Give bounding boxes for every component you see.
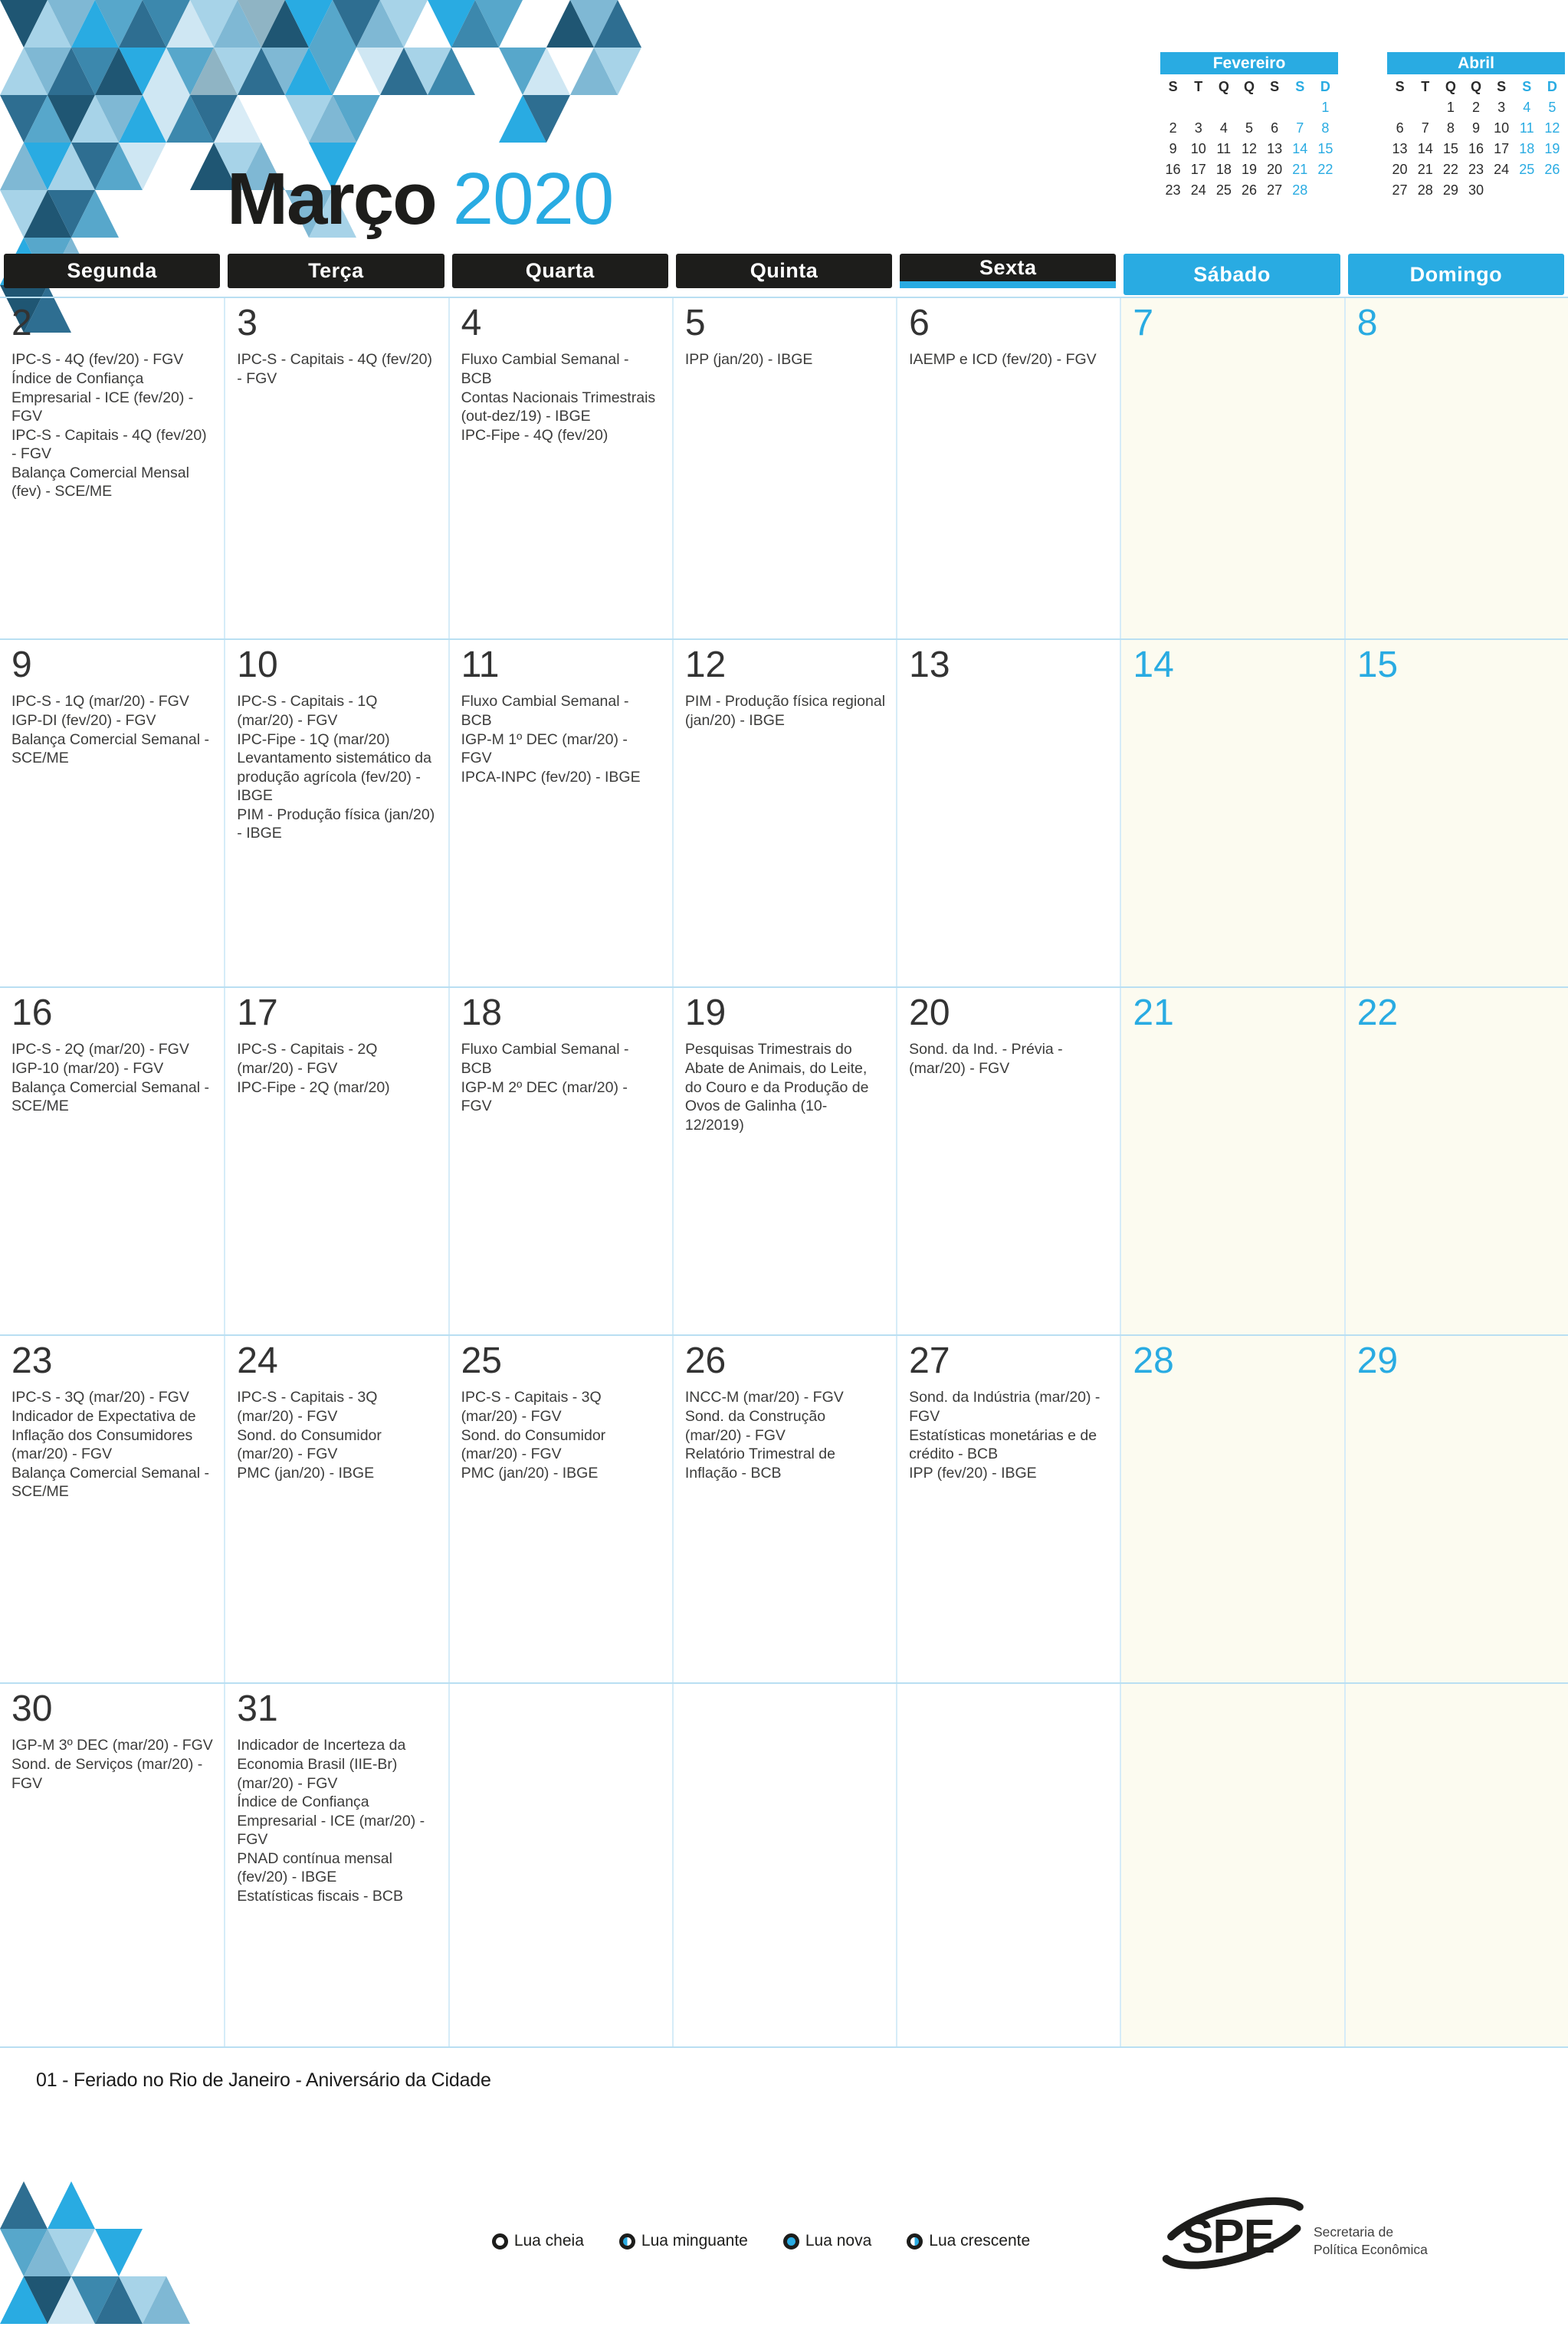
- date-number: [461, 1690, 663, 1728]
- moon-waxing-icon: [907, 2233, 923, 2250]
- week-row-1: [0, 297, 1568, 638]
- mini-day: 10: [1190, 141, 1206, 156]
- mini-day: 23: [1165, 182, 1181, 198]
- mini-day-header: T: [1194, 79, 1203, 94]
- weekday-header-segunda: Segunda: [4, 254, 220, 288]
- event-item: Balança Comercial Mensal (fev) - SCE/ME: [11, 464, 189, 500]
- day-cell-18: [448, 988, 672, 1334]
- event-item: PIM - Produção física (jan/20) - IBGE: [237, 806, 435, 842]
- week-row-2: [0, 638, 1568, 986]
- day-cell-27: [896, 1336, 1120, 1682]
- event-item: IGP-M 2º DEC (mar/20) - FGV: [461, 1078, 628, 1115]
- mini-day-header: D: [1320, 79, 1330, 94]
- event-item: IPC-S - 1Q (mar/20) - FGV: [11, 693, 189, 710]
- mini-day-header: D: [1547, 79, 1557, 94]
- event-list: [11, 1388, 215, 1501]
- event-item: IGP-M 3º DEC (mar/20) - FGV: [11, 1737, 213, 1754]
- date-number: 29: [1356, 1341, 1399, 1381]
- mini-day: 3: [1497, 100, 1506, 115]
- mini-day: 5: [1548, 100, 1557, 115]
- mini-day: 17: [1190, 162, 1206, 177]
- event-list: [461, 1040, 663, 1115]
- empty-day-cell: [1120, 1684, 1343, 2046]
- date-number: 22: [1356, 993, 1399, 1033]
- mini-day: 28: [1417, 182, 1433, 198]
- day-cell-21: [1120, 988, 1343, 1334]
- event-item: Balança Comercial Semanal - SCE/ME: [11, 1464, 209, 1501]
- date-number: 12: [684, 645, 727, 685]
- spe-org-line1: Secretaria de: [1314, 2224, 1394, 2240]
- weekday-header-sexta: Sexta: [900, 254, 1116, 288]
- moon-new-icon: [783, 2233, 799, 2250]
- event-item: IPC-S - Capitais - 4Q (fev/20) - FGV: [11, 426, 207, 463]
- date-number: 13: [909, 645, 950, 685]
- mini-day: 15: [1317, 141, 1333, 156]
- empty-day-cell: [448, 1684, 672, 2046]
- event-list: [461, 1388, 663, 1482]
- event-item: Estatísticas monetárias e de crédito - BCB: [909, 1426, 1097, 1463]
- mini-day: 27: [1392, 182, 1408, 198]
- event-item: IPC-Fipe - 1Q (mar/20): [237, 730, 390, 748]
- mini-day: [1160, 97, 1186, 118]
- mini-day: 6: [1271, 120, 1279, 136]
- moon-legend-item-new: [783, 2232, 871, 2250]
- mini-day: [1313, 180, 1338, 201]
- moon-legend-item-waxing: [907, 2232, 1030, 2250]
- event-list: [237, 1736, 438, 1905]
- mini-day: 29: [1442, 182, 1458, 198]
- event-item: Sond. de Serviços (mar/20) - FGV: [11, 1755, 203, 1792]
- mini-calendar-abril: [1387, 52, 1565, 201]
- event-item: PMC (jan/20) - IBGE: [461, 1464, 599, 1482]
- mini-day: 9: [1169, 141, 1177, 156]
- mini-day: 5: [1245, 120, 1253, 136]
- mini-day: 8: [1446, 120, 1455, 136]
- day-cell-8: [1344, 298, 1568, 638]
- event-item: IAEMP e ICD (fev/20) - FGV: [909, 351, 1097, 369]
- day-cell-15: [1344, 640, 1568, 986]
- mini-day: 21: [1292, 162, 1308, 177]
- event-item: Estatísticas fiscais - BCB: [237, 1887, 403, 1905]
- mini-day: 11: [1519, 120, 1534, 136]
- mini-day: 18: [1215, 162, 1232, 177]
- date-number: 28: [1133, 1341, 1174, 1381]
- event-item: Sond. do Consumidor (mar/20) - FGV: [461, 1426, 606, 1463]
- event-item: IPP (jan/20) - IBGE: [684, 351, 813, 369]
- date-number: 20: [909, 993, 950, 1033]
- day-cell-23: [0, 1336, 224, 1682]
- event-item: IGP-10 (mar/20) - FGV: [11, 1059, 164, 1077]
- mini-day: 30: [1468, 182, 1484, 198]
- mini-day: 10: [1494, 120, 1510, 136]
- event-list: [685, 692, 887, 730]
- spe-org-name: [1314, 2223, 1428, 2259]
- date-number: 11: [461, 645, 500, 685]
- event-list: [685, 350, 887, 369]
- spe-acronym: SPE: [1182, 2210, 1275, 2263]
- day-cell-30: [0, 1684, 224, 2046]
- day-cell-5: [672, 298, 896, 638]
- event-item: IPC-S - Capitais - 3Q (mar/20) - FGV: [237, 1389, 378, 1425]
- event-item: IPC-S - 3Q (mar/20) - FGV: [11, 1389, 189, 1406]
- event-item: Indicador de Incerteza da Economia Brasil (IIE-Br) (mar/20) - FGV: [237, 1737, 406, 1792]
- mini-day: 11: [1216, 141, 1232, 156]
- day-cell-25: [448, 1336, 672, 1682]
- event-item: IPC-S - Capitais - 3Q (mar/20) - FGV: [461, 1389, 602, 1425]
- mini-day: 27: [1267, 182, 1283, 198]
- spe-org-line2: Política Econômica: [1314, 2242, 1428, 2258]
- event-item: IPC-S - 4Q (fev/20) - FGV: [11, 351, 184, 369]
- moon-legend-label: Lua cheia: [513, 2232, 584, 2250]
- mini-day: 4: [1523, 100, 1531, 115]
- event-item: Balança Comercial Semanal - SCE/ME: [11, 730, 209, 767]
- event-item: Contas Nacionais Trimestrais (out-dez/19) - IBGE: [461, 389, 656, 425]
- event-list: [685, 1388, 887, 1482]
- event-list: [237, 350, 438, 388]
- event-item: IPC-S - 2Q (mar/20) - FGV: [11, 1041, 189, 1058]
- mini-day-header: Q: [1470, 79, 1481, 94]
- event-item: PMC (jan/20) - IBGE: [237, 1464, 375, 1482]
- date-number: 6: [909, 303, 930, 343]
- weekday-header: [0, 254, 1568, 297]
- mini-day: 16: [1468, 141, 1484, 156]
- weekday-header-quarta: Quarta: [452, 254, 668, 288]
- mini-day: 16: [1165, 162, 1181, 177]
- mini-calendar-grid: [1387, 77, 1565, 201]
- date-number: 9: [11, 645, 32, 685]
- mini-day: 24: [1494, 162, 1510, 177]
- triangle: [0, 2181, 48, 2229]
- mini-day: [1489, 180, 1514, 201]
- mini-day: 14: [1417, 141, 1433, 156]
- date-number: 30: [11, 1688, 53, 1729]
- day-cell-6: [896, 298, 1120, 638]
- mini-day: 24: [1190, 182, 1206, 198]
- date-number: [1357, 1690, 1559, 1728]
- mini-day: 8: [1321, 120, 1330, 136]
- mini-day: [1387, 97, 1412, 118]
- mini-day: 23: [1468, 162, 1484, 177]
- mini-day-header: Q: [1445, 79, 1456, 94]
- mini-day: 13: [1392, 141, 1408, 156]
- event-list: [685, 1040, 887, 1134]
- mini-day: 14: [1292, 141, 1308, 156]
- weekday-header-domingo: Domingo: [1348, 254, 1564, 295]
- page-title: [227, 158, 614, 240]
- mini-day: 15: [1442, 141, 1458, 156]
- date-number: 14: [1133, 645, 1174, 685]
- event-list: [11, 1040, 215, 1115]
- event-item: IPC-S - Capitais - 4Q (fev/20) - FGV: [237, 351, 432, 387]
- triangle-mosaic-bottom: [0, 2181, 230, 2330]
- event-item: IPC-S - Capitais - 1Q (mar/20) - FGV: [237, 693, 378, 729]
- day-cell-29: [1344, 1336, 1568, 1682]
- mini-day: [1236, 97, 1261, 118]
- mini-calendar-title: Abril: [1387, 52, 1565, 74]
- mini-day-header: S: [1497, 79, 1507, 94]
- triangle: [48, 2181, 95, 2229]
- date-number: 3: [237, 303, 258, 343]
- date-number: 24: [237, 1341, 278, 1381]
- mini-day-header: Q: [1243, 79, 1255, 94]
- event-item: PIM - Produção física regional (jan/20) - IBGE: [684, 693, 886, 729]
- title-month: Março: [227, 158, 436, 240]
- day-cell-10: [224, 640, 448, 986]
- event-item: Fluxo Cambial Semanal - BCB: [461, 693, 629, 729]
- mini-calendar-grid: [1160, 77, 1338, 201]
- event-item: Pesquisas Trimestrais do Abate de Animais, do Leite, do Couro e da Produção de Ovos de Galinha (10-12/2019): [684, 1041, 869, 1134]
- date-number: 10: [237, 645, 278, 685]
- event-item: Fluxo Cambial Semanal - BCB: [461, 1041, 629, 1077]
- mini-day: 26: [1544, 162, 1560, 177]
- mini-day: 2: [1169, 120, 1177, 136]
- mini-day: 25: [1215, 182, 1232, 198]
- week-row-3: [0, 986, 1568, 1334]
- mini-day: 19: [1241, 162, 1257, 177]
- date-number: 8: [1356, 303, 1378, 343]
- date-number: 31: [237, 1688, 278, 1729]
- day-cell-3: [224, 298, 448, 638]
- event-item: Levantamento sistemático da produção agrícola (fev/20) - IBGE: [237, 750, 431, 805]
- day-cell-24: [224, 1336, 448, 1682]
- date-number: [909, 1690, 1110, 1728]
- mini-day: [1262, 97, 1288, 118]
- event-list: [461, 692, 663, 786]
- mini-day: 22: [1442, 162, 1458, 177]
- mini-day-header: S: [1395, 79, 1405, 94]
- moon-legend-label: Lua crescente: [929, 2232, 1031, 2250]
- event-item: Indicador de Expectativa de Inflação dos Consumidores (mar/20) - FGV: [11, 1407, 196, 1463]
- date-number: 21: [1133, 993, 1174, 1033]
- date-number: 27: [909, 1341, 950, 1381]
- spe-logo: [1156, 2186, 1318, 2282]
- mini-day: 7: [1421, 120, 1429, 136]
- day-cell-11: [448, 640, 672, 986]
- date-number: 26: [684, 1341, 727, 1381]
- holiday-footnote: 01 - Feriado no Rio de Janeiro - Aniversário da Cidade: [36, 2069, 491, 2091]
- mini-calendar-fevereiro: [1160, 52, 1338, 201]
- mini-day: 25: [1519, 162, 1535, 177]
- empty-day-cell: [896, 1684, 1120, 2046]
- event-item: IGP-DI (fev/20) - FGV: [11, 711, 156, 729]
- mini-day-header: S: [1270, 79, 1280, 94]
- mini-day: 4: [1219, 120, 1228, 136]
- event-item: Sond. da Indústria (mar/20) - FGV: [909, 1389, 1101, 1425]
- mini-day: 19: [1544, 141, 1560, 156]
- event-list: [909, 1040, 1110, 1078]
- event-item: IGP-M 1º DEC (mar/20) - FGV: [461, 730, 628, 767]
- mini-day: 6: [1396, 120, 1404, 136]
- weekday-header-quinta: Quinta: [676, 254, 892, 288]
- mini-day: [1186, 97, 1211, 118]
- event-item: Balança Comercial Semanal - SCE/ME: [11, 1078, 209, 1115]
- date-number: [685, 1690, 887, 1728]
- event-item: IPP (fev/20) - IBGE: [909, 1464, 1037, 1482]
- event-item: Fluxo Cambial Semanal - BCB: [461, 351, 629, 387]
- day-cell-28: [1120, 1336, 1343, 1682]
- mini-day-header: T: [1421, 79, 1430, 94]
- mini-calendars: [1160, 52, 1565, 201]
- week-row-4: [0, 1334, 1568, 1682]
- mini-day: 1: [1446, 100, 1455, 115]
- event-list: [237, 1040, 438, 1097]
- triangle: [95, 2229, 143, 2276]
- mini-day: 1: [1321, 100, 1330, 115]
- event-item: INCC-M (mar/20) - FGV: [684, 1389, 844, 1406]
- mini-day: 2: [1471, 100, 1480, 115]
- event-item: Relatório Trimestral de Inflação - BCB: [684, 1446, 835, 1482]
- event-list: [909, 350, 1110, 369]
- mini-day: 20: [1392, 162, 1408, 177]
- event-list: [461, 350, 663, 445]
- mini-day: 9: [1471, 120, 1480, 136]
- mini-day: [1412, 97, 1438, 118]
- weekday-header-sabado: Sábado: [1124, 254, 1340, 295]
- day-cell-19: [672, 988, 896, 1334]
- moon-legend-label: Lua minguante: [641, 2232, 748, 2250]
- event-list: [237, 692, 438, 843]
- day-cell-20: [896, 988, 1120, 1334]
- day-cell-22: [1344, 988, 1568, 1334]
- date-number: 7: [1133, 303, 1154, 343]
- moon-legend-item-waning: [619, 2232, 748, 2250]
- event-list: [237, 1388, 438, 1482]
- event-item: Sond. da Ind. - Prévia - (mar/20) - FGV: [909, 1041, 1063, 1077]
- date-number: 25: [461, 1341, 502, 1381]
- day-cell-7: [1120, 298, 1343, 638]
- mini-day: [1540, 180, 1565, 201]
- moon-legend-label: Lua nova: [805, 2232, 872, 2250]
- mini-day: 21: [1417, 162, 1433, 177]
- mini-day-header: S: [1168, 79, 1178, 94]
- mini-day: 3: [1194, 120, 1202, 136]
- event-item: PNAD contínua mensal (fev/20) - IBGE: [237, 1849, 392, 1886]
- mini-day-header: S: [1295, 79, 1305, 94]
- date-number: 17: [237, 993, 278, 1033]
- day-cell-16: [0, 988, 224, 1334]
- event-item: IPCA-INPC (fev/20) - IBGE: [461, 768, 641, 786]
- moon-full-icon: [492, 2233, 508, 2250]
- date-number: 19: [684, 993, 727, 1033]
- date-number: 2: [11, 303, 32, 343]
- event-item: Índice de Confiança Empresarial - ICE (mar/20) - FGV: [237, 1793, 425, 1849]
- weekday-header-terca: Terça: [228, 254, 444, 288]
- mini-day: 22: [1317, 162, 1333, 177]
- mini-day: [1211, 97, 1236, 118]
- day-cell-14: [1120, 640, 1343, 986]
- mini-calendar-title: Fevereiro: [1160, 52, 1338, 74]
- empty-day-cell: [672, 1684, 896, 2046]
- mini-day-header: S: [1522, 79, 1532, 94]
- title-year: 2020: [452, 158, 614, 240]
- week-row-5: [0, 1682, 1568, 2048]
- moon-waning-icon: [619, 2233, 635, 2250]
- day-cell-12: [672, 640, 896, 986]
- mini-day-header: Q: [1218, 79, 1229, 94]
- mini-day: 28: [1292, 182, 1308, 198]
- mini-day: 12: [1241, 141, 1257, 156]
- mini-day: 20: [1267, 162, 1283, 177]
- mini-day: 26: [1241, 182, 1257, 198]
- event-item: Sond. do Consumidor (mar/20) - FGV: [237, 1426, 382, 1463]
- moon-legend-item-full: [492, 2232, 584, 2250]
- day-cell-13: [896, 640, 1120, 986]
- mini-day: 17: [1494, 141, 1510, 156]
- mini-day: [1514, 180, 1540, 201]
- mini-day: 12: [1544, 120, 1560, 136]
- date-number: 5: [684, 303, 706, 343]
- event-list: [11, 692, 215, 767]
- event-item: Índice de Confiança Empresarial - ICE (fev/20) - FGV: [11, 369, 194, 425]
- event-item: Sond. da Construção (mar/20) - FGV: [684, 1407, 826, 1444]
- mini-day: [1288, 97, 1313, 118]
- day-cell-4: [448, 298, 672, 638]
- empty-day-cell: [1344, 1684, 1568, 2046]
- event-item: IPC-Fipe - 2Q (mar/20): [237, 1078, 390, 1096]
- mini-day: 13: [1267, 141, 1283, 156]
- day-cell-26: [672, 1336, 896, 1682]
- mini-day: 7: [1296, 120, 1304, 136]
- day-cell-31: [224, 1684, 448, 2046]
- event-item: IPC-S - Capitais - 2Q (mar/20) - FGV: [237, 1041, 378, 1077]
- date-number: 23: [11, 1341, 53, 1381]
- day-cell-17: [224, 988, 448, 1334]
- date-number: 15: [1356, 645, 1399, 685]
- day-cell-2: [0, 298, 224, 638]
- event-list: [11, 350, 215, 501]
- date-number: 18: [461, 993, 502, 1033]
- date-number: 16: [11, 993, 53, 1033]
- mini-day: 18: [1519, 141, 1535, 156]
- day-cell-9: [0, 640, 224, 986]
- event-list: [909, 1388, 1110, 1482]
- event-list: [11, 1736, 215, 1793]
- event-item: IPC-Fipe - 4Q (fev/20): [461, 426, 609, 444]
- calendar-grid: [0, 297, 1568, 2048]
- date-number: [1133, 1690, 1334, 1728]
- date-number: 4: [461, 303, 482, 343]
